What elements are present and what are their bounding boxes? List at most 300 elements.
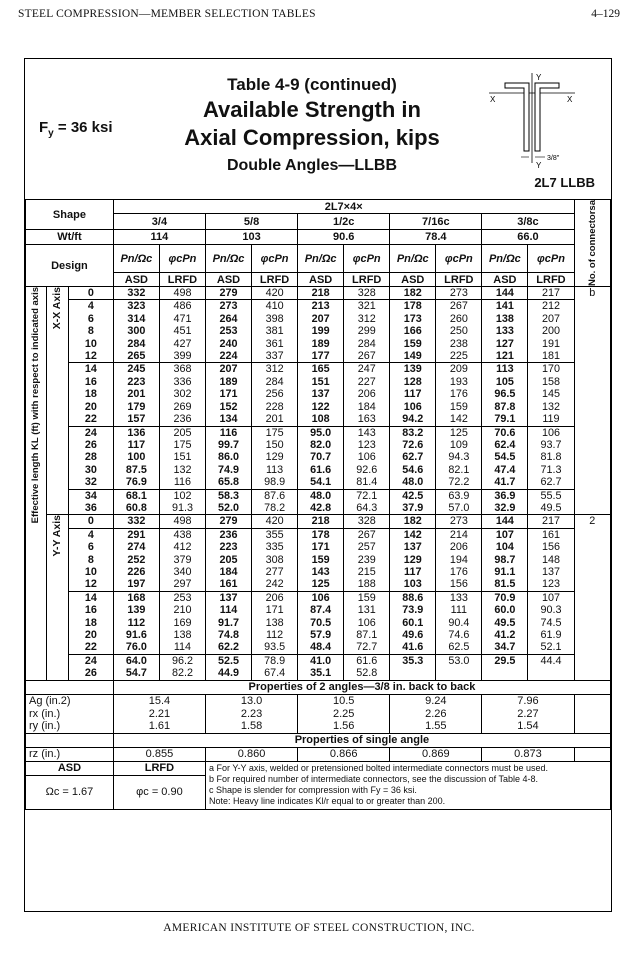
value: 451 (173, 325, 192, 338)
props2-title-row (26, 680, 611, 694)
value: 32.9 (494, 501, 516, 514)
value: 61.9 (540, 629, 562, 642)
value: 8 (87, 553, 94, 566)
value: 70.6 (494, 426, 516, 439)
kl-values (68, 426, 113, 489)
value: 321 (357, 300, 376, 313)
value: 48.4 (310, 641, 332, 654)
kl-values (68, 300, 113, 363)
strength-values (205, 287, 251, 300)
figure-x-right: X (567, 95, 573, 104)
value: 117 (404, 565, 422, 578)
value: 10 (84, 565, 97, 578)
value: 175 (265, 426, 284, 439)
value: 96.5 (494, 388, 516, 401)
value: 91.1 (494, 565, 516, 578)
strength-values (390, 515, 436, 528)
lrfd-header: LRFD (436, 273, 482, 287)
props1-title-row (26, 733, 611, 747)
strength-values (528, 426, 574, 489)
value: 74.8 (218, 629, 240, 642)
value: 114 (173, 641, 192, 654)
value: 217 (541, 515, 560, 528)
value: 71.3 (540, 463, 562, 476)
pn-omega-header: Pn/Ωc (298, 245, 344, 273)
value: 176 (449, 388, 468, 401)
strength-values (252, 654, 298, 680)
value: 104 (495, 541, 514, 554)
value: 37.9 (402, 501, 424, 514)
value: 471 (173, 312, 192, 325)
value: 62.5 (448, 641, 470, 654)
shape-size: 3/8c (482, 214, 574, 230)
strength-values (205, 591, 251, 654)
kl-values (68, 528, 113, 591)
value: 193 (449, 375, 468, 388)
prop-value: 2.25 (298, 707, 390, 720)
value: 368 (173, 363, 192, 376)
value: 117 (404, 388, 422, 401)
value: 42.5 (402, 489, 424, 502)
value: 34 (84, 489, 97, 502)
value: 214 (449, 528, 468, 541)
value: 78.2 (264, 501, 286, 514)
value: 54.7 (125, 667, 147, 680)
strength-values (344, 591, 390, 654)
value: 52.1 (540, 641, 562, 654)
value: 55.5 (540, 489, 562, 502)
value: 178 (403, 300, 422, 313)
value: 223 (219, 541, 238, 554)
figure-y-bottom: Y (536, 161, 542, 169)
value: 438 (173, 528, 192, 541)
value: 158 (541, 375, 560, 388)
kl-values (68, 654, 113, 680)
prop-label: Ag (in.2) (26, 694, 114, 707)
prop-value: 2.26 (390, 707, 482, 720)
connectors-header (574, 200, 611, 287)
value: 165 (311, 363, 330, 376)
strength-values (436, 363, 482, 426)
value: 194 (449, 553, 468, 566)
value: 181 (541, 350, 560, 363)
strength-values (436, 426, 482, 489)
value: 274 (127, 541, 146, 554)
value: 178 (311, 528, 330, 541)
value: 41.0 (310, 654, 332, 667)
lrfd-header: LRFD (344, 273, 390, 287)
prop-value: 1.58 (205, 720, 297, 733)
value: 48.0 (310, 489, 332, 502)
value: 57.0 (448, 501, 470, 514)
value: 62.7 (402, 451, 424, 464)
value: 137 (403, 541, 422, 554)
strength-values (298, 300, 344, 363)
strength-values (252, 287, 298, 300)
wtft-label: Wt/ft (26, 230, 114, 245)
strength-values (482, 426, 528, 489)
pn-omega-header: Pn/Ωc (205, 245, 251, 273)
value: 65.8 (218, 476, 240, 489)
data-row-group (26, 654, 611, 680)
strength-values (159, 426, 205, 489)
value: 72.1 (356, 489, 378, 502)
strength-values (390, 591, 436, 654)
strength-values (436, 591, 482, 654)
value: 81.5 (494, 578, 516, 591)
value: 52.0 (218, 501, 240, 514)
data-row-group (26, 591, 611, 654)
value: 54.6 (402, 463, 424, 476)
strength-values (482, 363, 528, 426)
value: 49.5 (540, 501, 562, 514)
value: 308 (265, 553, 284, 566)
title-subtitle: Double Angles—LLBB (226, 157, 398, 174)
value: 207 (219, 363, 238, 376)
value: 132 (173, 463, 192, 476)
value: 0 (87, 515, 94, 528)
value: 328 (357, 515, 376, 528)
prop-value: 2.27 (482, 707, 574, 720)
value: 498 (173, 515, 192, 528)
phi-pn-header: φcPn (528, 245, 574, 273)
value: 168 (127, 591, 146, 604)
rz-value: 0.866 (298, 747, 390, 761)
strength-values (390, 426, 436, 489)
value: 60.0 (494, 604, 516, 617)
lrfd-header: LRFD (528, 273, 574, 287)
strength-values (113, 300, 159, 363)
value: 116 (219, 426, 238, 439)
value: 112 (127, 616, 146, 629)
value: 14 (84, 591, 97, 604)
shape-row (26, 214, 611, 230)
props2-title: Properties of 2 angles—3/8 in. back to back (113, 680, 610, 694)
yield-stress: $F_y = 36$ ksi (39, 119, 113, 139)
value: 62.4 (494, 438, 516, 451)
value: 76.0 (125, 641, 147, 654)
asd-header: ASD (298, 273, 344, 287)
prop-label: ry (in.) (26, 720, 114, 733)
value: 143 (357, 426, 376, 439)
strength-values (390, 489, 436, 515)
value: 340 (173, 565, 192, 578)
value: 410 (265, 300, 284, 313)
strength-values (298, 363, 344, 426)
value: 52.5 (218, 654, 240, 667)
value (528, 667, 573, 679)
strength-values (344, 654, 390, 680)
value: 142 (403, 528, 422, 541)
strength-values (482, 287, 528, 300)
strength-values (436, 300, 482, 363)
rz-value: 0.855 (113, 747, 205, 761)
value: 54.5 (494, 451, 516, 464)
strength-values (113, 654, 159, 680)
value: 273 (449, 515, 468, 528)
value: 361 (265, 337, 284, 350)
value: 47.4 (494, 463, 516, 476)
value: 82.2 (171, 667, 193, 680)
value: 22 (84, 413, 97, 426)
strength-values (252, 528, 298, 591)
strength-values (205, 426, 251, 489)
value: 83.2 (402, 426, 424, 439)
value: 76.9 (125, 476, 147, 489)
kl-values (68, 287, 113, 300)
strength-values (436, 654, 482, 680)
value: 273 (449, 287, 468, 300)
value: 498 (173, 287, 192, 300)
strength-values (113, 528, 159, 591)
props2-row (26, 720, 611, 733)
value: 335 (265, 541, 284, 554)
value: 269 (173, 400, 192, 413)
value: 72.6 (402, 438, 424, 451)
value: 291 (127, 528, 146, 541)
prop-value: 13.0 (205, 694, 297, 707)
value: 297 (173, 578, 192, 591)
weight-value: 103 (205, 230, 297, 245)
blank (26, 680, 114, 694)
weight-value: 114 (113, 230, 205, 245)
strength-values (159, 489, 205, 515)
value: 182 (403, 515, 422, 528)
value: 206 (357, 388, 376, 401)
value: 42.8 (310, 501, 332, 514)
value: 279 (219, 515, 238, 528)
value: 41.6 (402, 641, 424, 654)
effective-length-label-cell (26, 287, 47, 681)
rz-row (26, 747, 611, 761)
rz-value: 0.869 (390, 747, 482, 761)
weight-value: 78.4 (390, 230, 482, 245)
value: 171 (265, 604, 284, 617)
value: 70.5 (310, 616, 332, 629)
prop-value: 1.61 (113, 720, 205, 733)
connectors-value: 2 (574, 515, 611, 680)
value: 49.5 (494, 616, 516, 629)
value: 111 (450, 604, 468, 617)
strength-values (528, 300, 574, 363)
value: 12 (84, 350, 97, 363)
strength-values (205, 528, 251, 591)
value: 171 (219, 388, 238, 401)
value: 184 (357, 400, 376, 413)
value: 18 (84, 616, 97, 629)
design-label: Design (26, 245, 114, 287)
data-row-group (26, 300, 611, 363)
value: 206 (265, 591, 284, 604)
value: 179 (127, 400, 146, 413)
value: 148 (541, 553, 560, 566)
page-number: 4–129 (591, 8, 620, 20)
value: 182 (403, 287, 422, 300)
value: 412 (173, 541, 192, 554)
value: 100 (127, 451, 146, 464)
footnote: b For required number of intermediate connectors, see the discussion of Table 4-8. (208, 774, 538, 785)
value: 277 (265, 565, 284, 578)
kl-values (68, 489, 113, 515)
strength-values (159, 363, 205, 426)
value: 159 (311, 553, 330, 566)
value: 252 (127, 553, 146, 566)
strength-values (390, 363, 436, 426)
value: 169 (173, 616, 192, 629)
value: 199 (311, 325, 330, 338)
value: 150 (265, 438, 284, 451)
value: 121 (495, 350, 514, 363)
value: 137 (219, 591, 238, 604)
value: 113 (496, 363, 514, 376)
value: 177 (311, 350, 330, 363)
value: 0 (87, 287, 94, 300)
value: 72.2 (448, 476, 470, 489)
blank (574, 707, 611, 720)
value: 267 (449, 300, 468, 313)
value: 98.7 (494, 553, 516, 566)
value: 209 (449, 363, 468, 376)
connectors-label: No. of connectorsa (586, 200, 598, 287)
value: 284 (265, 375, 284, 388)
value: 236 (173, 413, 192, 426)
footnote: Note: Heavy line indicates Kl/r equal to or greater than 200. (208, 796, 446, 807)
value: 123 (357, 438, 376, 451)
strength-values (344, 363, 390, 426)
value: 82.1 (448, 463, 470, 476)
value: 119 (542, 413, 560, 426)
value: 64.0 (125, 654, 147, 667)
value: 24 (84, 654, 97, 667)
value: 312 (265, 363, 284, 376)
strength-values (113, 515, 159, 528)
value: 224 (219, 350, 238, 363)
lrfd-header: LRFD (159, 273, 205, 287)
value: 107 (541, 591, 560, 604)
value: 6 (87, 312, 94, 325)
weight-value: 66.0 (482, 230, 574, 245)
value: 81.8 (540, 451, 562, 464)
value: 41.2 (494, 629, 516, 642)
prop-value: 2.23 (205, 707, 297, 720)
footer: AMERICAN INSTITUTE OF STEEL CONSTRUCTION, INC. (163, 922, 475, 934)
value: 381 (265, 325, 284, 338)
strength-values (298, 591, 344, 654)
value: 93.7 (540, 438, 562, 451)
value: 197 (127, 578, 146, 591)
value: 144 (495, 287, 514, 300)
value: 144 (495, 515, 514, 528)
value: 4 (87, 528, 94, 541)
value: 96.2 (171, 654, 193, 667)
prop-value: 2.21 (113, 707, 205, 720)
figure-y-top: Y (536, 73, 542, 82)
lrfd-header: LRFD (252, 273, 298, 287)
value: 70.7 (310, 451, 332, 464)
strength-values (205, 300, 251, 363)
value: 81.4 (356, 476, 378, 489)
axis-label-cell (47, 515, 68, 680)
value: 138 (265, 616, 284, 629)
value: 264 (219, 312, 238, 325)
strength-values (205, 515, 251, 528)
value: 95.0 (310, 426, 332, 439)
data-row-group (26, 287, 611, 300)
strength-values (205, 363, 251, 426)
value: 170 (541, 363, 560, 376)
value: 103 (403, 578, 422, 591)
value: 323 (127, 300, 146, 313)
value: 247 (357, 363, 376, 376)
value: 139 (403, 363, 422, 376)
strength-values (344, 287, 390, 300)
value: 138 (173, 629, 192, 642)
strength-values (528, 287, 574, 300)
weight-value: 90.6 (298, 230, 390, 245)
strength-values (344, 489, 390, 515)
value: 122 (311, 400, 330, 413)
value: 78.9 (264, 654, 286, 667)
value: 29.5 (494, 654, 516, 667)
value: 218 (311, 515, 330, 528)
strength-values (482, 300, 528, 363)
value: 143 (311, 565, 330, 578)
asd-label: ASD (26, 761, 114, 775)
value: 90.3 (540, 604, 562, 617)
value (482, 667, 527, 679)
props2-row (26, 694, 611, 707)
value (390, 667, 435, 679)
group-label: 2L7×4× (113, 200, 574, 214)
value: 127 (495, 337, 514, 350)
value: 67.4 (264, 667, 286, 680)
value: 253 (173, 591, 192, 604)
value: 213 (311, 300, 330, 313)
prop-value: 1.56 (298, 720, 390, 733)
shape-size: 5/8 (205, 214, 297, 230)
value: 106 (403, 400, 422, 413)
value: 302 (173, 388, 192, 401)
value: 217 (541, 287, 560, 300)
value: 82.0 (310, 438, 332, 451)
strength-values (252, 300, 298, 363)
effective-length-label: Effective length KL (ft) with respect to indicated axis (30, 287, 41, 524)
value: 332 (127, 515, 146, 528)
value: 48.0 (402, 476, 424, 489)
value: 486 (173, 300, 192, 313)
value: 236 (219, 528, 238, 541)
footnote: a For Y-Y axis, welded or pretensioned bolted intermediate connectors must be used. (208, 763, 549, 774)
value: 10 (84, 337, 97, 350)
blank (574, 694, 611, 707)
value: 112 (265, 629, 284, 642)
value: 61.6 (310, 463, 332, 476)
lrfd-label: LRFD (113, 761, 205, 775)
value: 36 (84, 501, 97, 514)
phi-value: φc = 0.90 (113, 775, 205, 809)
value: 87.5 (125, 463, 147, 476)
value: 141 (495, 300, 514, 313)
value: 223 (127, 375, 146, 388)
value: 52.8 (356, 667, 378, 680)
value: 74.5 (540, 616, 562, 629)
value: 355 (265, 528, 284, 541)
value: 87.6 (264, 489, 286, 502)
notes-cell (205, 761, 610, 809)
value: 328 (357, 287, 376, 300)
strength-values (252, 363, 298, 426)
title-line-1: Available Strength in (202, 97, 421, 122)
